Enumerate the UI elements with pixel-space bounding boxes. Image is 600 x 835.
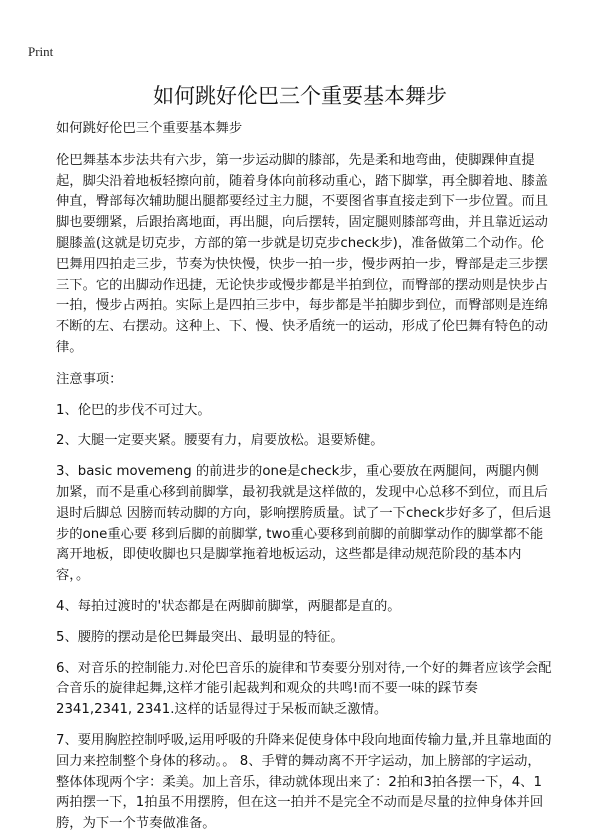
article-subtitle: 如何跳好伦巴三个重要基本舞步: [56, 121, 243, 136]
note-item-6: 6、对音乐的控制能力.对伦巴音乐的旋律和节奏要分别对待,一个好的舞者应该学会配合音乐的旋律起舞,这样才能引起裁判和观众的共鸣!而不要一味的踩节奏2341,2341, 2341.这样的话显得过于呆板而缺乏激情。: [56, 660, 552, 718]
note-item-1: 1、伦巴的步伐不可过大。: [56, 402, 211, 418]
note-item-5: 5、腰胯的摆动是伦巴舞最突出、最明显的特征。: [56, 629, 344, 645]
note-item-2: 2、大腿一定要夹紧。腰要有力，肩要放松。退要矫健。: [56, 433, 384, 449]
note-item-3: 3、basic movemeng 的前进步的one是check步，重心要放在两腿间，两腿内侧加紧，而不是重心移到前脚掌，最初我就是这样做的，发现中心总移不到位，而且后退时后脚总 因膀而转动脚的方向，影响摆胯质量。试了一下check步好多了，但后退步的one重心要 移到后脚的前脚掌, two重心要移到前脚的前脚掌动作的脚掌都不能离开地板，即使收脚也只是脚掌拖着地板运动，这些都是律动规范阶段的基本内容，。: [56, 464, 552, 584]
note-item-7: 7、要用胸腔控制呼吸,运用呼吸的升降来促使身体中段向地面传输力量,并且靠地面的回力来控制整个身体的移动。。 8、手臂的舞动离不开字运动，加上膀部的字运动，整体体现两个字：柔美。加上音乐，律动就体现出来了：2拍和3拍各摆一下，4、1两拍摆一下，1拍虽不用摆胯，但在这一拍并不是完全不动而是尽量的拉伸身体并回胯，为下一个节奏做准备。: [56, 732, 552, 832]
page-title: 如何跳好伦巴三个重要基本舞步: [153, 84, 447, 108]
print-link[interactable]: Print: [28, 44, 54, 59]
intro-paragraph: 伦巴舞基本步法共有六步，第一步运动脚的膝部，先是柔和地弯曲，使脚踝伸直提起，脚尖沿着地板轻擦向前，随着身体向前移动重心，踏下脚掌，再全脚着地、膝盖伸直，臀部每次辅助腿出腿都要经过主力腿，不要图省事直接走到下一步位置。而且脚也要绷紧，后跟抬离地面，再出腿，向后摆转，固定腿则膝部弯曲，并且靠近运动腿膝盖(这就是切克步，方部的第一步就是切克步check步)，准备做第二个动作。伦巴舞用四拍走三步，节奏为快快慢，快步一拍一步，慢步两拍一步，臀部是走三步摆三下。它的出脚动作迅捷，无论快步或慢步都是半拍到位，而臀部的摆动则是快步占一拍，慢步占两拍。实际上是四拍三步中，每步都是半拍脚步到位，而臀部则是连绵不断的左、右摆动。这种上、下、慢、快矛盾统一的运动，形成了伦巴舞有特色的动律。: [56, 152, 548, 355]
notes-heading: 注意事项：: [56, 371, 123, 387]
article-body: [56, 119, 552, 835]
note-item-4: 4、每拍过渡时的'状态都是在两脚前脚掌，两腿都是直的。: [56, 598, 401, 614]
